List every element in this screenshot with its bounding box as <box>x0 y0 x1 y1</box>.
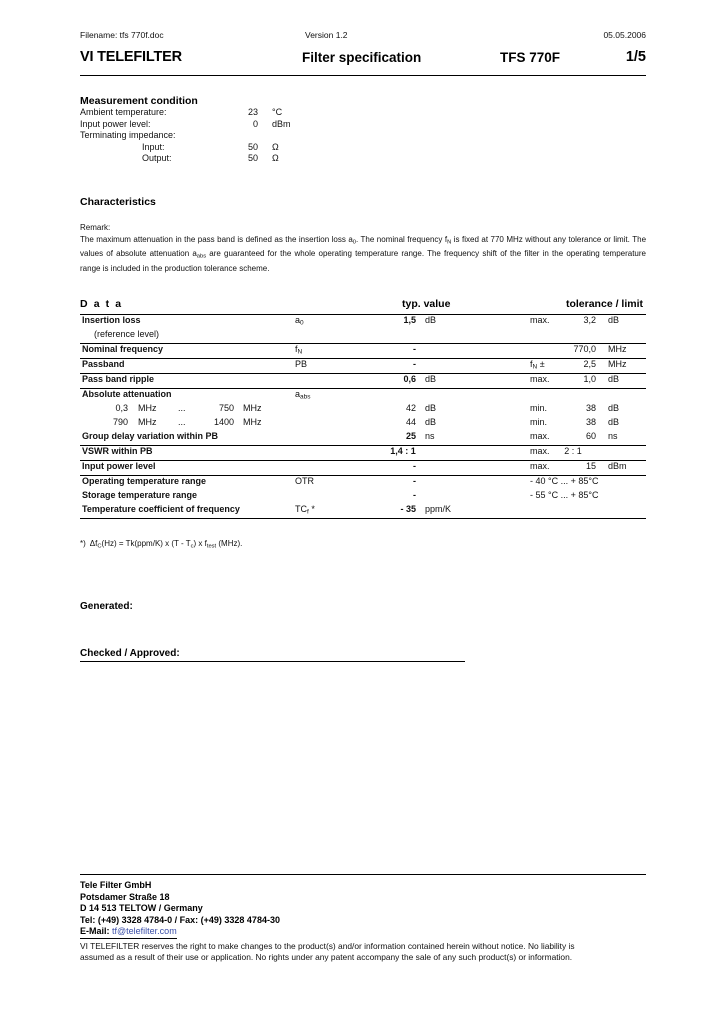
table-row <box>80 446 646 460</box>
table-row-typical-value: 1,5 <box>403 314 416 325</box>
table-row-typical-unit: ns <box>425 430 435 441</box>
measurement-row-value: 23 <box>247 107 258 117</box>
table-row-typical-unit: dB <box>425 314 437 325</box>
table-row-symbol: PB <box>295 358 308 369</box>
table-row-tolerance-unit: dB <box>608 416 620 427</box>
table-row-tolerance-prefix: $f_N$ ± <box>530 358 545 371</box>
table-row-tolerance-prefix: min. <box>530 416 548 427</box>
table-row-symbol: $TC_f$ * <box>295 503 315 516</box>
table-row-typical-value: 42 <box>405 402 416 413</box>
company-city: D 14 513 TELTOW / Germany <box>80 903 203 913</box>
document-body <box>80 30 646 662</box>
freq-range-start: 790 <box>112 416 128 427</box>
table-row-tolerance-value: 770,0 <box>573 343 596 354</box>
disclaimer-line-2: assumed as a result of their use or application. No rights under any patent accompany the sale of any such product(s) or information. <box>80 951 573 962</box>
freq-range-end: 1400 <box>213 416 234 427</box>
table-row-typical-value: - <box>413 460 416 471</box>
measurement-row <box>80 153 646 165</box>
table-row-tolerance-value: 60 <box>585 430 596 441</box>
table-row-symbol: $a_{abs}$ <box>295 388 311 401</box>
table-row <box>80 431 646 445</box>
freq-range-separator: ... <box>178 402 186 413</box>
table-row-tolerance-prefix: max. <box>530 314 550 325</box>
disclaimer-line-1: VI TELEFILTER reserves the right to make changes to the product(s) and/or information contained herein without notice. No liability is <box>80 940 575 951</box>
column-header-typ-value: typ. value <box>402 297 451 310</box>
measurement-row-label: Input: <box>142 141 165 152</box>
measurement-row-value: 0 <box>252 118 258 129</box>
table-row-typical-value: 44 <box>405 416 416 427</box>
table-row <box>80 329 646 343</box>
table-row-tolerance-value: 3,2 <box>583 314 596 325</box>
legal-disclaimer <box>80 941 646 963</box>
header-divider <box>80 75 646 76</box>
checked-approved-label: Checked / Approved: <box>80 648 465 662</box>
table-row-tolerance-prefix: max. <box>530 445 550 456</box>
measurement-row-unit: Ω <box>272 141 279 152</box>
measurement-row <box>80 119 646 131</box>
table-row <box>80 389 646 403</box>
freq-range-start-unit: MHz <box>138 416 157 427</box>
footer-divider <box>80 874 646 875</box>
company-name: Tele Filter GmbH <box>80 880 152 890</box>
table-row-label: Passband <box>82 358 125 369</box>
characteristics-title: Characteristics <box>80 195 156 208</box>
table-row-tolerance-value: 2,5 <box>583 358 596 369</box>
page-number: 1/5 <box>625 49 646 65</box>
company-address <box>80 880 646 939</box>
table-row-typical-value: - <box>413 358 416 369</box>
table-row-typical-unit: dB <box>425 416 437 427</box>
table-row-tolerance-prefix: max. <box>530 460 550 471</box>
measurement-row <box>80 107 646 119</box>
table-row-tolerance-value: 15 <box>585 460 596 471</box>
table-row-tolerance-value: 38 <box>585 402 596 413</box>
email-label: E-Mail: <box>80 926 110 936</box>
freq-range-end-unit: MHz <box>243 402 262 413</box>
company-phone: Tel: (+49) 3328 4784-0 / Fax: (+49) 3328 4784-30 <box>80 914 280 925</box>
freq-range-separator: ... <box>178 416 186 427</box>
company-street: Potsdamer Straße 18 <box>80 891 170 902</box>
table-row-typical-value: 25 <box>405 430 416 441</box>
table-row-tolerance-unit: MHz <box>608 358 627 369</box>
table-row-tolerance-prefix: min. <box>530 402 548 413</box>
table-row-label: (reference level) <box>94 328 160 339</box>
table-row-label: Insertion loss <box>82 314 141 325</box>
table-row-tolerance-value: 38 <box>585 416 596 427</box>
table-row-tolerance: - 55 °C ... + 85°C <box>530 489 599 500</box>
measurement-row-unit: dBm <box>272 118 291 129</box>
table-row-tolerance-unit: ns <box>608 430 618 441</box>
table-row-typical-value: 1,4 : 1 <box>390 445 416 456</box>
generated-label: Generated: <box>80 601 133 613</box>
table-row-label: Pass band ripple <box>82 373 155 384</box>
specification-table <box>80 298 646 519</box>
measurement-row-label: Terminating impedance: <box>80 130 176 140</box>
freq-range-start: 0,3 <box>115 402 128 413</box>
version-label: Version 1.2 <box>305 30 348 40</box>
table-row-label: Operating temperature range <box>82 475 207 486</box>
table-row <box>80 417 646 431</box>
remark-line1: The maximum attenuation in the pass band is defined as the insertion loss $a_0$. The nominal frequency $f_N$ is fixed at 770 MHz without any tolerance or limit. <box>80 234 630 245</box>
table-row-tolerance-unit: dB <box>608 314 620 325</box>
table-row <box>80 374 646 388</box>
table-row-tolerance-unit: dB <box>608 402 620 413</box>
table-row-label: Temperature coefficient of frequency <box>82 503 240 514</box>
table-header-row <box>80 298 646 314</box>
measurement-row-label: Ambient temperature: <box>80 107 167 117</box>
table-row-tolerance-unit: dB <box>608 373 620 384</box>
measurement-row-label: Output: <box>142 153 172 163</box>
table-row <box>80 403 646 417</box>
table-row <box>80 476 646 490</box>
table-row-typical-value: - <box>413 475 416 486</box>
table-row-label: Nominal frequency <box>82 343 164 354</box>
email-link[interactable]: tf@telefilter.com <box>112 926 177 936</box>
measurement-row-unit: °C <box>272 107 283 117</box>
table-row-typical-unit: ppm/K <box>425 503 452 514</box>
header-meta-row <box>80 30 646 44</box>
remark-label: Remark: <box>80 222 111 232</box>
table-row-label: Storage temperature range <box>82 489 198 500</box>
measurement-row <box>80 142 646 154</box>
page-title: Filter specification <box>302 50 422 65</box>
table-row-tolerance-value: 2 : 1 <box>564 445 582 456</box>
measurement-row-value: 50 <box>247 153 258 163</box>
table-row-label: Input power level <box>82 460 156 471</box>
table-row-symbol: $a_0$ <box>295 314 304 327</box>
table-row-symbol: OTR <box>295 475 314 486</box>
table-row-typical-value: - <box>413 343 416 354</box>
date-label: 05.05.2006 <box>603 30 646 40</box>
table-row-label: VSWR within PB <box>82 445 153 456</box>
remark-text <box>80 234 646 276</box>
email-underline <box>80 926 177 939</box>
characteristics-section <box>80 196 646 276</box>
table-row <box>80 461 646 475</box>
table-row-symbol: $f_N$ <box>295 343 303 356</box>
measurement-row-label: Input power level: <box>80 118 151 129</box>
table-row-typical-unit: dB <box>425 402 437 413</box>
measurement-condition-title: Measurement condition <box>80 95 198 107</box>
table-row-tolerance: - 40 °C ... + 85°C <box>530 475 599 486</box>
measurement-condition-section <box>80 95 646 165</box>
measurement-condition-list <box>80 107 646 165</box>
table-row-tolerance-prefix: max. <box>530 430 550 441</box>
column-header-data: D a t a <box>80 297 123 310</box>
table-rule <box>80 518 646 519</box>
table-row <box>80 315 646 329</box>
table-row-typical-unit: dB <box>425 373 437 384</box>
freq-range-end-unit: MHz <box>243 416 262 427</box>
table-row-tolerance-value: 1,0 <box>583 373 596 384</box>
page-footer <box>80 874 646 963</box>
table-row-tolerance-prefix: max. <box>530 373 550 384</box>
table-row <box>80 490 646 504</box>
table-row-label: Group delay variation within PB <box>82 430 219 441</box>
header-title-row <box>80 49 646 73</box>
measurement-row-unit: Ω <box>272 153 279 163</box>
remark-line2: The values of absolute attenuation $a_{abs}$ are guaranteed for the whole operating temperature range. The frequency shift of the filter in the operating temperature range is included in the production tolerance scheme. <box>80 234 647 274</box>
table-row-label: Absolute attenuation <box>82 388 172 399</box>
table-row <box>80 504 646 518</box>
table-row-typical-value: 0,6 <box>403 373 416 384</box>
table-row-typical-value: - 35 <box>400 503 416 514</box>
freq-range-start-unit: MHz <box>138 402 157 413</box>
company-email-row <box>80 926 646 939</box>
footnote: *) $\Delta f_C(Hz) = Tk(ppm/K)$ x $(T - T_c)$ x $f_{test}$ (MHz). <box>80 538 243 550</box>
measurement-row-value: 50 <box>247 141 258 152</box>
table-body <box>80 314 646 519</box>
column-header-tolerance: tolerance / limit <box>565 297 643 310</box>
table-row <box>80 344 646 358</box>
table-row-tolerance-unit: dBm <box>608 460 627 471</box>
measurement-row <box>80 130 646 142</box>
table-row <box>80 359 646 373</box>
brand-logo: VI TELEFILTER <box>80 49 182 65</box>
filename-label: Filename: tfs 770f.doc <box>80 30 164 40</box>
freq-range-end: 750 <box>218 402 234 413</box>
table-row-typical-value: - <box>413 489 416 500</box>
table-row-tolerance-unit: MHz <box>608 343 627 354</box>
part-number: TFS 770F <box>500 50 561 65</box>
